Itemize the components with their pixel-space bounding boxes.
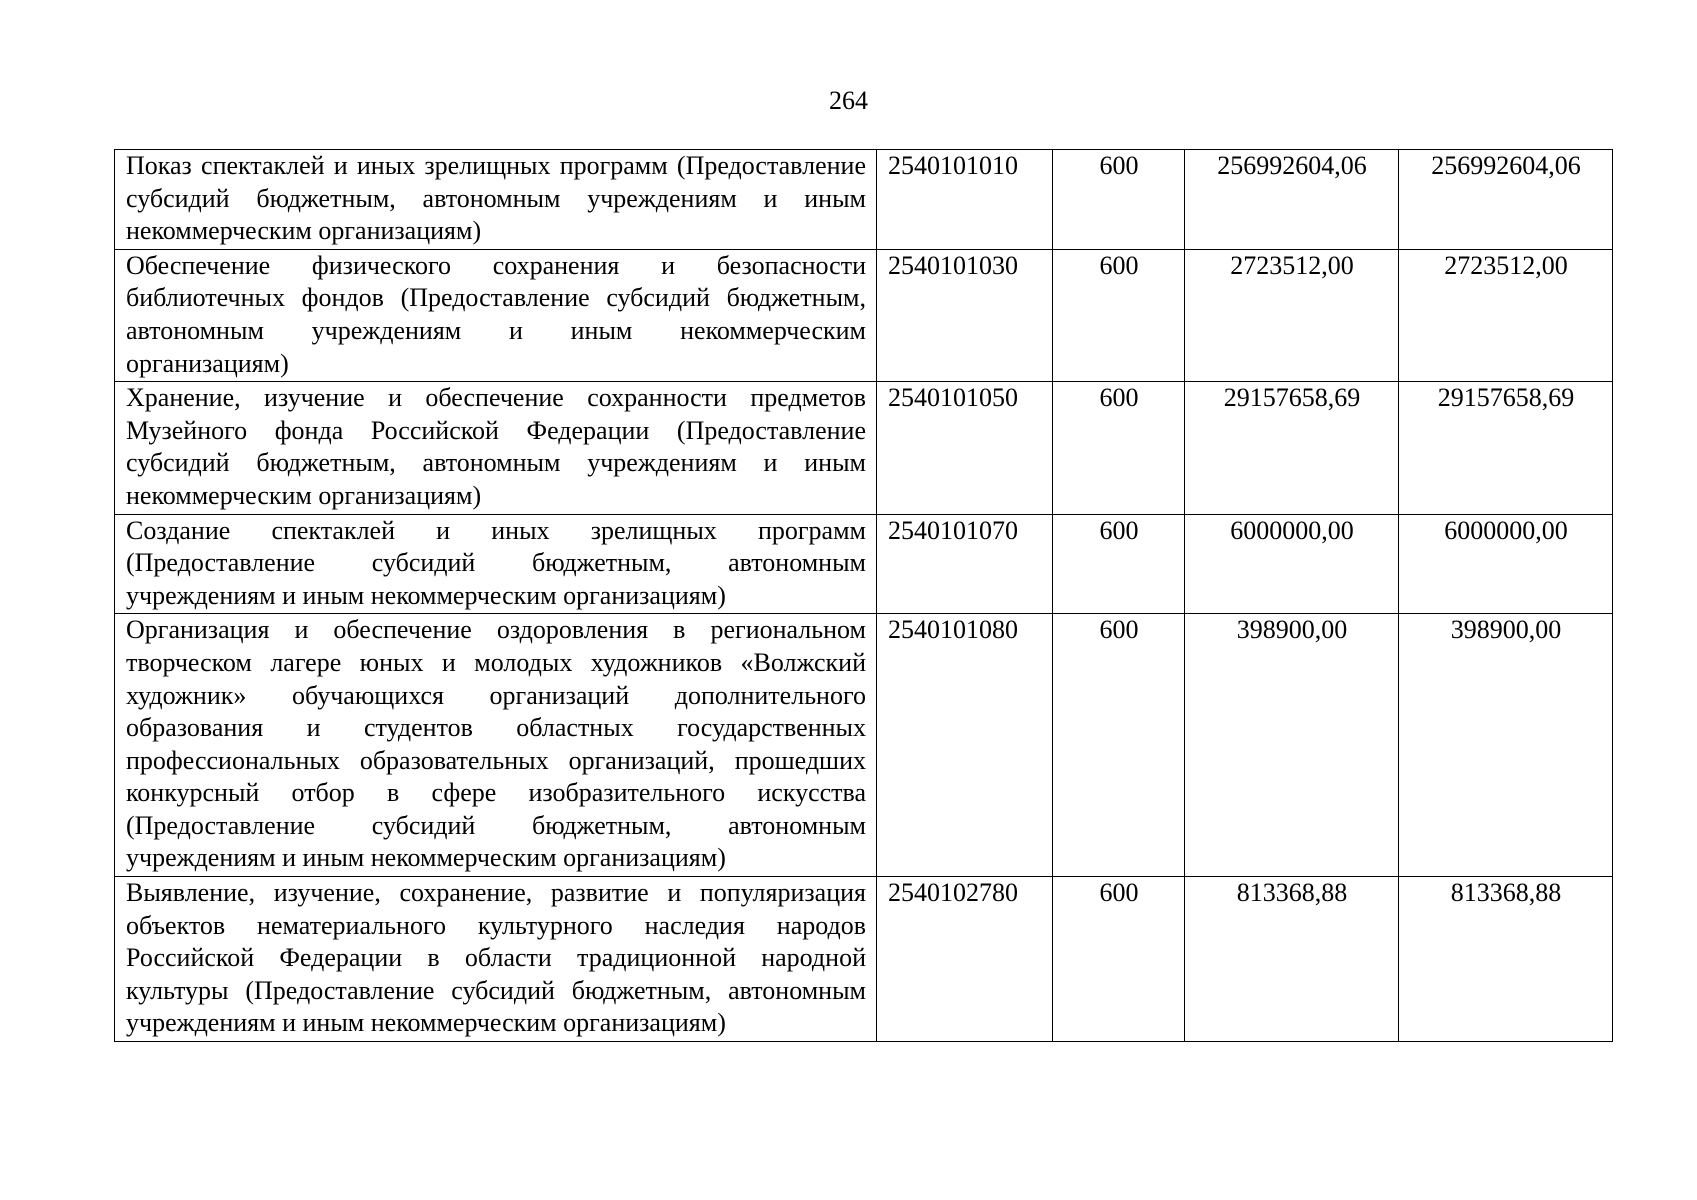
row-code: 2540101080 (877, 614, 1053, 877)
row-amount-1: 256992604,06 (1185, 150, 1399, 250)
row-code: 2540101070 (877, 514, 1053, 614)
row-code: 2540101010 (877, 150, 1053, 250)
row-amount-1: 2723512,00 (1185, 249, 1399, 381)
row-type: 600 (1053, 514, 1185, 614)
row-description: Создание спектаклей и иных зрелищных программ (Предоставление субсидий бюджетным, автономным учреждениям и иным некоммерческим организациям) (115, 514, 877, 614)
row-amount-2: 29157658,69 (1399, 382, 1613, 514)
page-number: 264 (829, 86, 868, 115)
row-description: Хранение, изучение и обеспечение сохранности предметов Музейного фонда Российской Федерации (Предоставление субсидий бюджетным, автономным учреждениям и иным некоммерческим организациям) (115, 382, 877, 514)
table-row (115, 150, 1613, 250)
row-code: 2540101050 (877, 382, 1053, 514)
row-type: 600 (1053, 877, 1185, 1042)
row-code: 2540101030 (877, 249, 1053, 381)
row-amount-1: 813368,88 (1185, 877, 1399, 1042)
row-description: Организация и обеспечение оздоровления в региональном творческом лагере юных и молодых художников «Волжский художник» обучающихся организаций дополнительного образования и студентов областных государственных профессиональных образовательных организаций, прошедших конкурсный отбор в сфере изобразительного искусства (Предоставление субсидий бюджетным, автономным учреждениям и иным некоммерческим организациям) (115, 614, 877, 877)
row-amount-2: 398900,00 (1399, 614, 1613, 877)
row-amount-1: 29157658,69 (1185, 382, 1399, 514)
row-type: 600 (1053, 249, 1185, 381)
row-description: Обеспечение физического сохранения и безопасности библиотечных фондов (Предоставление субсидий бюджетным, автономным учреждениям и иным некоммерческим организациям) (115, 249, 877, 381)
table-row (115, 249, 1613, 381)
table-row (115, 614, 1613, 877)
budget-table (114, 149, 1613, 1042)
row-type: 600 (1053, 382, 1185, 514)
row-amount-2: 813368,88 (1399, 877, 1613, 1042)
row-amount-2: 2723512,00 (1399, 249, 1613, 381)
row-description: Показ спектаклей и иных зрелищных программ (Предоставление субсидий бюджетным, автономным учреждениям и иным некоммерческим организациям) (115, 150, 877, 250)
row-type: 600 (1053, 614, 1185, 877)
row-description: Выявление, изучение, сохранение, развитие и популяризация объектов нематериального культурного наследия народов Российской Федерации в области традиционной народной культуры (Предоставление субсидий бюджетным, автономным учреждениям и иным некоммерческим организациям) (115, 877, 877, 1042)
row-amount-2: 6000000,00 (1399, 514, 1613, 614)
row-amount-2: 256992604,06 (1399, 150, 1613, 250)
row-type: 600 (1053, 150, 1185, 250)
table-row (115, 382, 1613, 514)
table-row (115, 514, 1613, 614)
row-amount-1: 6000000,00 (1185, 514, 1399, 614)
table-row (115, 877, 1613, 1042)
row-amount-1: 398900,00 (1185, 614, 1399, 877)
row-code: 2540102780 (877, 877, 1053, 1042)
